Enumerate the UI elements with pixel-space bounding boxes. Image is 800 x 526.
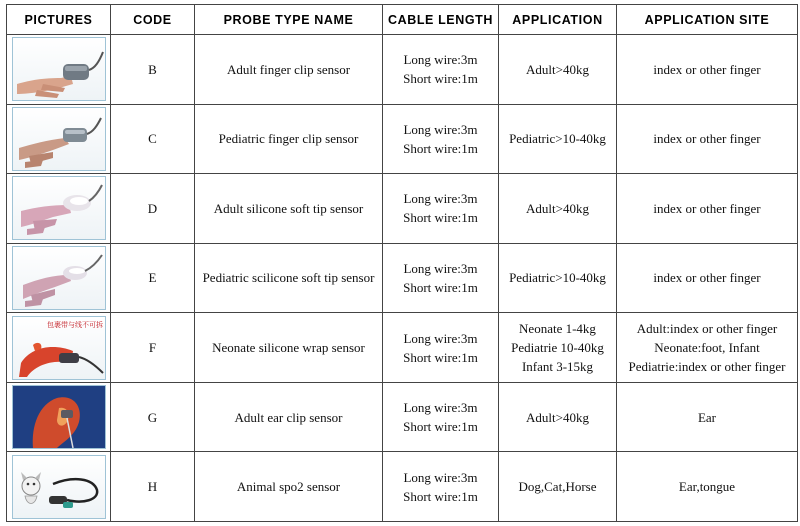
code-cell: G (111, 382, 195, 452)
probe-name-cell: Adult ear clip sensor (195, 382, 383, 452)
site-line: index or other finger (653, 61, 761, 77)
application-line: Pediatric>10-40kg (509, 270, 606, 286)
cable-short: Short wire:1m (403, 488, 478, 504)
table-row (7, 313, 798, 383)
probe-name-cell: Pediatric finger clip sensor (195, 104, 383, 174)
header-application-site: APPLICATION SITE (617, 5, 798, 35)
neonate-image-caption: 包裹带与线不可拆 (46, 320, 103, 329)
application-line: Dog,Cat,Horse (518, 479, 597, 495)
cable-length-cell (383, 104, 499, 174)
site-line: index or other finger (653, 200, 761, 216)
application-site-cell (617, 35, 798, 105)
application-line: Adult>40kg (526, 61, 589, 77)
application-cell (499, 35, 617, 105)
table-row (7, 104, 798, 174)
application-line: Pediatrie 10-40kg (511, 340, 604, 356)
cable-long: Long wire:3m (403, 52, 478, 68)
table-row (7, 174, 798, 244)
probe-name-cell: Adult silicone soft tip sensor (195, 174, 383, 244)
cable-long: Long wire:3m (403, 191, 478, 207)
header-code: CODE (111, 5, 195, 35)
code-cell: B (111, 35, 195, 105)
probe-name-cell: Pediatric scilicone soft tip sensor (195, 243, 383, 313)
cable-short: Short wire:1m (403, 419, 478, 435)
application-cell (499, 104, 617, 174)
animal-spo2-sensor-image (12, 455, 106, 519)
probe-spec-table (6, 4, 798, 522)
picture-cell (7, 104, 111, 174)
cable-long: Long wire:3m (403, 400, 478, 416)
neonate-silicone-wrap-sensor-image (12, 316, 106, 380)
header-row (7, 5, 798, 35)
application-site-cell (617, 313, 798, 383)
table-row (7, 243, 798, 313)
application-line: Adult>40kg (526, 409, 589, 425)
probe-name-cell: Animal spo2 sensor (195, 452, 383, 522)
pediatric-finger-clip-sensor-image (12, 107, 106, 171)
picture-cell (7, 174, 111, 244)
code-cell: F (111, 313, 195, 383)
cable-long: Long wire:3m (403, 121, 478, 137)
cable-short: Short wire:1m (403, 279, 478, 295)
code-cell: D (111, 174, 195, 244)
cable-short: Short wire:1m (403, 349, 478, 365)
site-line: index or other finger (653, 270, 761, 286)
application-cell (499, 313, 617, 383)
application-line: Adult>40kg (526, 200, 589, 216)
cable-length-cell (383, 35, 499, 105)
table-row (7, 35, 798, 105)
cable-long: Long wire:3m (403, 260, 478, 276)
probe-name-cell: Neonate silicone wrap sensor (195, 313, 383, 383)
picture-cell (7, 452, 111, 522)
adult-ear-clip-sensor-image (12, 385, 106, 449)
picture-cell (7, 243, 111, 313)
code-cell: E (111, 243, 195, 313)
header-probe-type-name: PROBE TYPE NAME (195, 5, 383, 35)
code-cell: H (111, 452, 195, 522)
cable-long: Long wire:3m (403, 330, 478, 346)
site-line: Pediatrie:index or other finger (628, 359, 786, 375)
application-site-cell (617, 243, 798, 313)
application-site-cell (617, 104, 798, 174)
application-line: Neonate 1-4kg (519, 321, 596, 337)
site-line: Ear,tongue (678, 479, 736, 495)
application-site-cell (617, 174, 798, 244)
cable-short: Short wire:1m (403, 140, 478, 156)
picture-cell (7, 35, 111, 105)
adult-finger-clip-sensor-image (12, 37, 106, 101)
site-line: Ear (697, 409, 717, 425)
cable-short: Short wire:1m (403, 71, 478, 87)
site-line: index or other finger (653, 131, 761, 147)
cable-length-cell (383, 243, 499, 313)
cable-length-cell (383, 174, 499, 244)
picture-cell (7, 382, 111, 452)
application-cell (499, 243, 617, 313)
cable-long: Long wire:3m (403, 469, 478, 485)
application-site-cell (617, 382, 798, 452)
table-row (7, 382, 798, 452)
application-line: Pediatric>10-40kg (509, 131, 606, 147)
adult-silicone-soft-tip-sensor-image (12, 176, 106, 240)
application-cell (499, 174, 617, 244)
cable-length-cell (383, 313, 499, 383)
cable-short: Short wire:1m (403, 210, 478, 226)
code-cell: C (111, 104, 195, 174)
application-cell (499, 382, 617, 452)
cable-length-cell (383, 452, 499, 522)
application-cell (499, 452, 617, 522)
header-cable-length: CABLE LENGTH (383, 5, 499, 35)
table-row (7, 452, 798, 522)
cable-length-cell (383, 382, 499, 452)
site-line: Adult:index or other finger (636, 321, 778, 337)
application-site-cell (617, 452, 798, 522)
header-application: APPLICATION (499, 5, 617, 35)
header-pictures: PICTURES (7, 5, 111, 35)
site-line: Neonate:foot, Infant (654, 340, 760, 356)
picture-cell (7, 313, 111, 383)
application-line: Infant 3-15kg (521, 359, 594, 375)
pediatric-silicone-soft-tip-sensor-image (12, 246, 106, 310)
probe-name-cell: Adult finger clip sensor (195, 35, 383, 105)
